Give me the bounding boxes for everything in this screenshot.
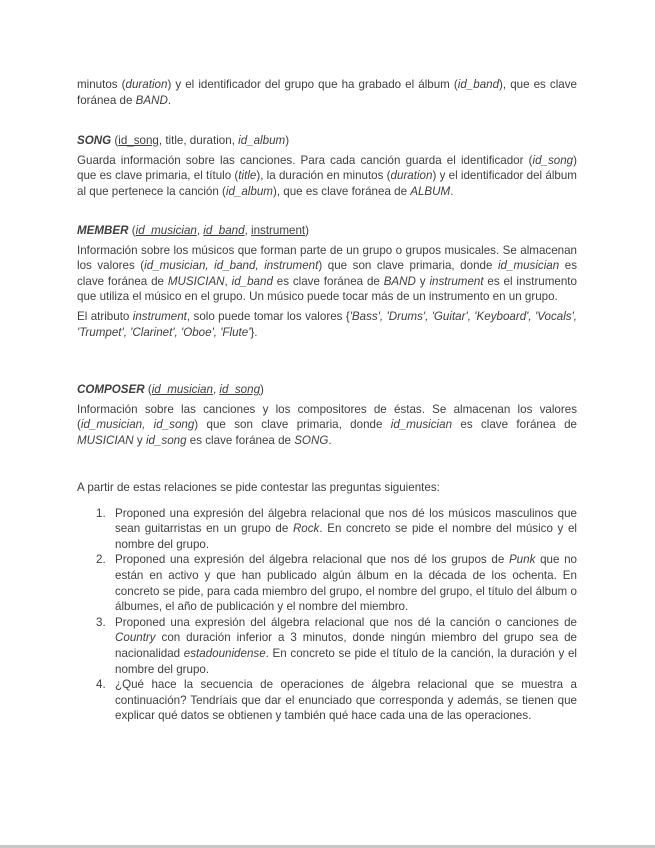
text: id_band bbox=[231, 274, 273, 288]
text: , bbox=[244, 224, 252, 237]
text: es clave foránea de bbox=[186, 433, 295, 447]
text: , bbox=[212, 383, 220, 396]
primary-key: id_band bbox=[203, 224, 245, 237]
text: duration bbox=[390, 169, 433, 183]
question-number: 4. bbox=[96, 678, 106, 692]
text: ) que son clave primaria, donde bbox=[194, 418, 391, 432]
song-heading bbox=[77, 133, 577, 149]
text: ) y el identificador del grupo que ha grabado el álbum ( bbox=[167, 78, 458, 91]
primary-key: id_musician bbox=[135, 224, 197, 237]
text: minutos ( bbox=[77, 78, 126, 91]
question-number: 1. bbox=[96, 506, 106, 520]
text: y bbox=[415, 274, 430, 288]
question-item bbox=[77, 615, 577, 677]
instrument-values: 'Bass', 'Drums', 'Guitar', 'Keyboard', 'Vocals', 'Trumpet', 'Clarinet', 'Oboe', 'Flute' bbox=[77, 309, 578, 339]
text: que no están en activo y que han publicado algún álbum en la década de los ochenta. En concreto se pide, para cada miembro del grupo, el nombre del grupo, el título del álbum o álbumes, el año de publicación y el nombre del miembro. bbox=[115, 553, 577, 614]
text: MUSICIAN bbox=[167, 274, 225, 288]
primary-key: id_musician bbox=[151, 383, 213, 396]
question-item bbox=[77, 552, 577, 614]
text: . bbox=[328, 433, 332, 447]
intro-paragraph bbox=[77, 77, 577, 108]
text: . En concreto se pide el nombre del músico y el nombre del grupo. bbox=[115, 522, 577, 551]
member-instrument-note bbox=[77, 309, 577, 340]
text: ) que es clave primaria, el título ( bbox=[77, 153, 577, 183]
text: ) bbox=[285, 134, 290, 147]
text: , title, duration, bbox=[158, 134, 239, 147]
text: Proponed una expresión del álgebra relacional que nos dé los músicos masculinos que sean guitarristas en un grupo de bbox=[115, 506, 577, 536]
text: con duración inferior a 3 minutos, donde ningún miembro del grupo sea de nacionalidad bbox=[115, 631, 577, 660]
text: instrument bbox=[132, 309, 187, 323]
text: Proponed una expresión del álgebra relacional que nos dé los grupos de bbox=[115, 553, 509, 567]
text: , bbox=[224, 274, 232, 288]
primary-key: id_song bbox=[219, 383, 261, 396]
text: El atributo bbox=[77, 309, 133, 323]
text: Proponed una expresión del álgebra relacional que nos dé la canción o canciones de bbox=[115, 615, 577, 629]
text: ), la duración en minutos ( bbox=[256, 169, 391, 183]
text: Información sobre las canciones y los compositores de éstas. Se almacenan los valores ( bbox=[77, 402, 577, 432]
text: . bbox=[450, 184, 454, 198]
text: ( bbox=[128, 224, 136, 237]
text: Guarda información sobre las canciones. Para cada canción guarda el identificador ( bbox=[77, 153, 533, 167]
text: es clave foránea de bbox=[452, 418, 578, 432]
relation-name: MEMBER bbox=[77, 224, 129, 237]
text: id_song bbox=[145, 433, 187, 447]
text: ¿Qué hace la secuencia de operaciones de álgebra relacional que se muestra a continuación? Tendríais que dar el enunciado que corresponda y además, se tienen que explicar qué datos se obtienen y también qué hace cada una de las operaciones. bbox=[115, 678, 577, 723]
composer-description bbox=[77, 402, 577, 449]
member-section bbox=[77, 223, 577, 340]
text: id_album bbox=[225, 184, 273, 198]
composer-heading bbox=[77, 382, 577, 398]
text: Información sobre los músicos que forman parte de un grupo o grupos musicales. Se almacenan los valores ( bbox=[77, 243, 577, 273]
text: ), que es clave foránea de bbox=[77, 78, 577, 107]
relation-name: COMPOSER bbox=[77, 383, 145, 396]
text: . bbox=[167, 93, 172, 107]
text: MUSICIAN bbox=[77, 433, 134, 447]
text: id_musician, id_band, instrument bbox=[144, 259, 319, 273]
text: Rock bbox=[292, 522, 320, 536]
text: estadounidense bbox=[183, 646, 266, 660]
questions-lead: A partir de estas relaciones se pide contestar las preguntas siguientes: bbox=[77, 481, 440, 494]
text: id_musician, id_song bbox=[80, 418, 195, 432]
text: ) que son clave primaria, donde bbox=[318, 259, 498, 273]
text: , bbox=[196, 224, 204, 237]
question-item bbox=[77, 506, 577, 553]
text: id_song bbox=[532, 153, 574, 167]
question-number: 3. bbox=[96, 615, 106, 629]
text: ), que es clave foránea de bbox=[272, 184, 411, 198]
questions-list bbox=[77, 506, 577, 724]
text: BAND bbox=[383, 274, 416, 288]
text: title bbox=[238, 169, 257, 183]
primary-key: id_song bbox=[118, 134, 159, 147]
song-description bbox=[77, 153, 577, 200]
text: ALBUM bbox=[410, 184, 451, 198]
text: ( bbox=[111, 134, 119, 147]
relation-name: SONG bbox=[77, 134, 112, 147]
question-number: 2. bbox=[96, 553, 106, 567]
text: id_musician bbox=[497, 259, 560, 273]
primary-key: instrument bbox=[251, 224, 306, 237]
text: }. bbox=[250, 325, 258, 339]
text: y bbox=[133, 433, 146, 447]
question-item bbox=[77, 677, 577, 724]
text: BAND bbox=[135, 93, 168, 107]
text: Country bbox=[115, 631, 156, 645]
attribute: id_album bbox=[238, 134, 286, 147]
song-section bbox=[77, 133, 577, 199]
member-heading bbox=[77, 223, 577, 239]
text: SONG bbox=[294, 433, 329, 447]
text: id_band bbox=[457, 78, 500, 91]
text: ) bbox=[305, 224, 310, 237]
text: , solo puede tomar los valores { bbox=[186, 309, 350, 323]
text: duration bbox=[125, 78, 168, 91]
text: es el instrumento que utiliza el músico en el grupo. Un músico puede tocar más de un instrumento en un grupo. bbox=[77, 274, 577, 304]
text: ) bbox=[260, 383, 264, 396]
composer-section bbox=[77, 382, 577, 448]
text: Punk bbox=[508, 553, 536, 567]
text: id_musician bbox=[390, 418, 453, 432]
text: ) y el identificador del álbum al que pertenece la canción ( bbox=[77, 169, 577, 198]
text: ( bbox=[144, 383, 152, 396]
text: es clave foránea de bbox=[272, 274, 384, 288]
member-description bbox=[77, 243, 577, 305]
questions-section bbox=[77, 480, 577, 724]
text: es clave foránea de bbox=[77, 259, 578, 288]
text: . En concreto se pide el título de la canción, la duración y el nombre del grupo. bbox=[115, 646, 577, 676]
text: instrument bbox=[429, 274, 484, 288]
